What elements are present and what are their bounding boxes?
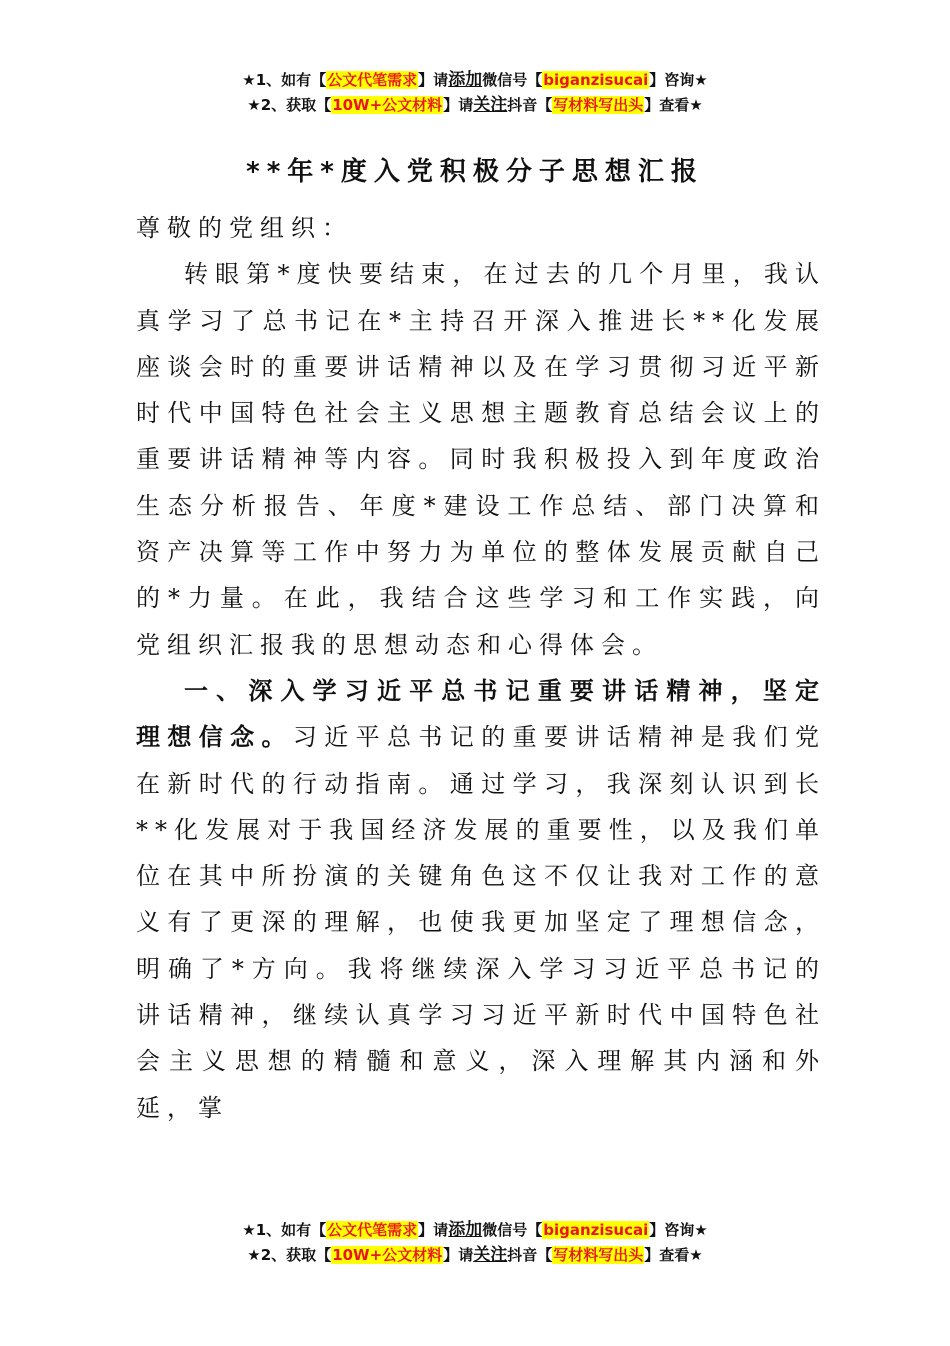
promo-highlight: 公文代笔需求 [327,1221,418,1239]
promo-text: ★1、如有【 [242,71,327,89]
promo-text: 】咨询★ [649,1221,708,1239]
promo-text: 】请 [418,1221,449,1239]
section-text: 习近平总书记的重要讲话精神是我们党在新时代的行动指南。通过学习，我深刻认识到长**化发展对于我国经济发展的重要性，以及我们单位在其中所扮演的关键角色这不仅让我对工作的意义有了更深的理解，也使我更加坚定了理想信念，明确了*方向。我将继续深入学习习近平总书记的讲话精神，继续认真学习习近平新时代中国特色社会主义思想的精髓和意义，深入理解其内涵和外延，掌 [136,723,827,1122]
document-title: **年*度入党积极分子思想汇报 [246,157,704,187]
promo-underlined: 关注 [473,95,508,115]
promo-text: 】请 [443,96,474,114]
promo-highlight: 写材料写出头 [553,1246,644,1264]
salutation: 尊敬的党组织： [136,214,353,242]
promo-text: 微信号【 [482,71,543,89]
promo-text: 】查看★ [644,1246,703,1264]
promo-text: 】请 [418,71,449,89]
promo-underlined: 添加 [448,1220,483,1240]
promo-text: 抖音【 [507,96,553,114]
promo-highlight: 公文代笔需求 [327,71,418,89]
promo-underlined: 关注 [473,1245,508,1265]
promo-text: 】请 [443,1246,474,1264]
promo-line-2 [0,1243,950,1268]
section-heading: 一、深入学习近平总书记重要讲话精神，坚定理想信念。 [136,675,826,752]
promo-text: ★1、如有【 [242,1221,327,1239]
promo-highlight: 10W+公文材料 [332,96,443,114]
promo-text: 】查看★ [644,96,703,114]
promo-highlight: biganzisucai [543,1221,649,1239]
promo-line-2 [0,93,950,118]
promo-text: ★2、获取【 [247,1246,332,1264]
promo-highlight: biganzisucai [543,71,649,89]
document-body [136,205,826,1131]
promo-text: 抖音【 [507,1246,553,1264]
paragraph-intro: 转眼第*度快要结束，在过去的几个月里，我认真学习了总书记在*主持召开深入推进长**化发展座谈会时的重要讲话精神以及在学习贯彻习近平新时代中国特色社会主义思想主题教育总结会议上的重要讲话精神等内容。同时我积极投入到年度政治生态分析报告、年度*建设工作总结、部门决算和资产决算等工作中努力为单位的整体发展贡献自己的*力量。在此，我结合这些学习和工作实践，向党组织汇报我的思想动态和心得体会。 [136,260,826,659]
promo-text: 微信号【 [482,1221,543,1239]
promo-line-1 [0,68,950,93]
promo-line-1 [0,1218,950,1243]
promo-header [0,68,950,118]
promo-text: ★2、获取【 [247,96,332,114]
promo-highlight: 写材料写出头 [553,96,644,114]
promo-highlight: 10W+公文材料 [332,1246,443,1264]
promo-footer [0,1218,950,1268]
promo-text: 】咨询★ [649,71,708,89]
paragraph-section-1 [136,668,826,1131]
promo-underlined: 添加 [448,70,483,90]
